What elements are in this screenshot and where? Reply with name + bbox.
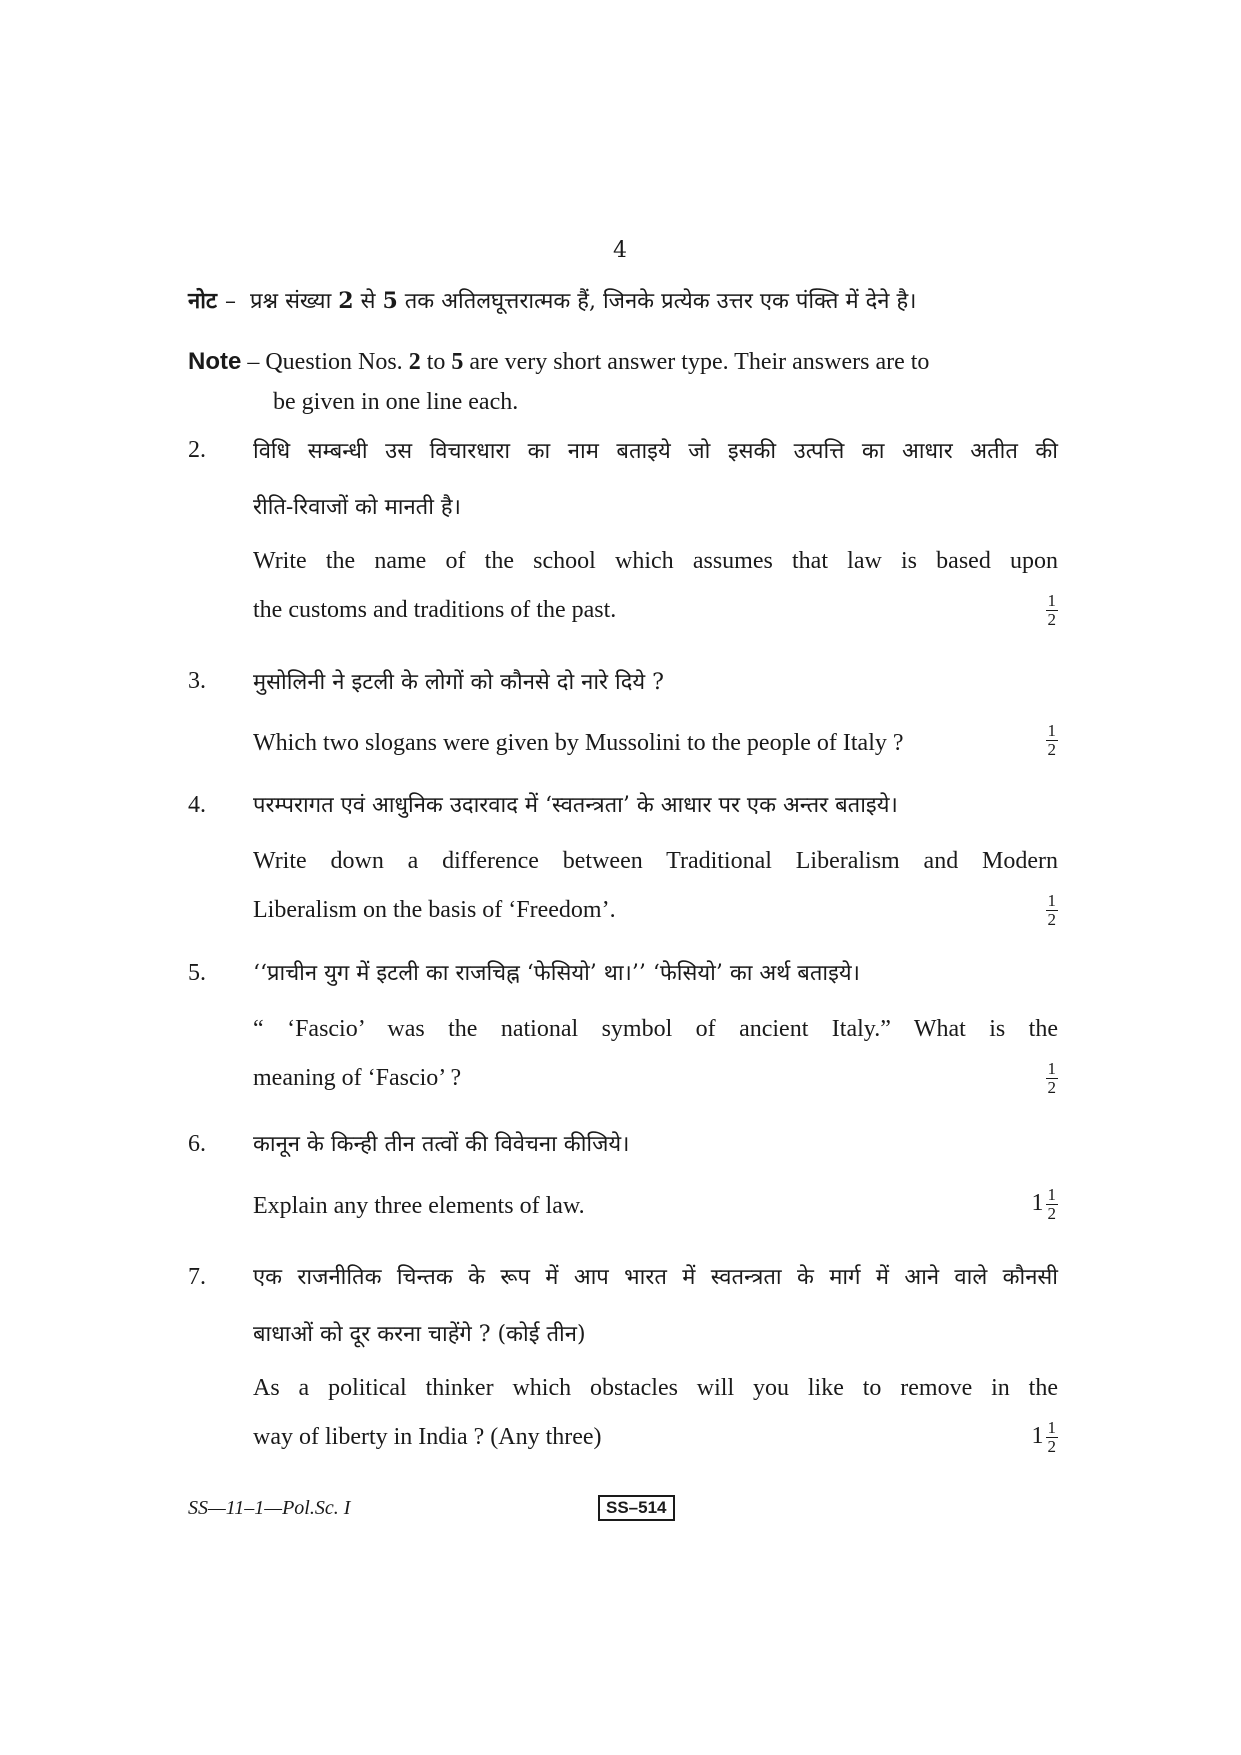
marks xyxy=(1010,592,1058,629)
question-number: 2. xyxy=(188,437,206,463)
marks-denominator: 2 xyxy=(1047,1078,1056,1097)
marks-fraction xyxy=(1046,892,1059,929)
marks-denominator: 2 xyxy=(1047,1204,1056,1223)
marks xyxy=(1010,1419,1058,1456)
question-english-line: Explain any three elements of law. xyxy=(253,1193,585,1219)
question-english-line: “ ‘Fascio’ was the national symbol of ancient Italy.” What is the xyxy=(253,1016,1058,1042)
question-hindi-line: बाधाओं को दूर करना चाहेंगे ? (कोई तीन) xyxy=(253,1322,586,1347)
marks-fraction xyxy=(1046,722,1059,759)
question-english-line: the customs and traditions of the past. xyxy=(253,597,617,623)
marks-numerator: 1 xyxy=(1047,891,1056,910)
question-english-line: Write down a difference between Traditional Liberalism and Modern xyxy=(253,848,1058,874)
note-hindi-mid: से xyxy=(360,289,376,314)
note-hindi-pre: प्रश्न संख्या xyxy=(250,289,332,314)
note-hindi-dash: – xyxy=(225,289,236,314)
marks xyxy=(1010,1060,1058,1097)
note-english xyxy=(188,342,1058,422)
question-hindi-line: विधि सम्बन्धी उस विचारधारा का नाम बताइये जो इसकी उत्पत्ति का आधार अतीत की xyxy=(253,439,1058,464)
marks xyxy=(1010,892,1058,929)
marks-whole: 1 xyxy=(1031,1423,1044,1450)
marks-numerator: 1 xyxy=(1047,591,1056,610)
question-number: 6. xyxy=(188,1131,206,1157)
marks-denominator: 2 xyxy=(1047,610,1056,629)
question-hindi-line: मुसोलिनी ने इटली के लोगों को कौनसे दो नारे दिये ? xyxy=(253,670,664,695)
question-english-line: way of liberty in India ? (Any three) xyxy=(253,1424,602,1450)
question-english-line: As a political thinker which obstacles will you like to remove in the xyxy=(253,1375,1058,1401)
question-number: 4. xyxy=(188,792,206,818)
note-hindi-n2: 5 xyxy=(382,288,398,314)
note-english-mid: to xyxy=(420,349,452,375)
note-hindi-n1: 2 xyxy=(338,288,354,314)
marks-fraction xyxy=(1046,1419,1059,1456)
marks-denominator: 2 xyxy=(1047,910,1056,929)
note-hindi-post: तक अतिलघूत्तरात्मक हैं, जिनके प्रत्येक उत्तर एक पंक्ति में देने है। xyxy=(404,289,917,314)
marks-fraction xyxy=(1046,592,1059,629)
question-english-line: Which two slogans were given by Mussolini to the people of Italy ? xyxy=(253,730,904,756)
note-english-n1: 2 xyxy=(408,349,421,375)
marks xyxy=(1010,722,1058,759)
question-english-line: meaning of ‘Fascio’ ? xyxy=(253,1065,462,1091)
question-hindi-line: एक राजनीतिक चिन्तक के रूप में आप भारत में स्वतन्त्रता के मार्ग में आने वाले कौनसी xyxy=(253,1265,1058,1290)
question-hindi-line: परम्परागत एवं आधुनिक उदारवाद में ‘स्वतन्त्रता’ के आधार पर एक अन्तर बताइये। xyxy=(253,793,898,818)
marks-numerator: 1 xyxy=(1047,1418,1056,1437)
marks-whole: 1 xyxy=(1031,1190,1044,1217)
note-english-line2: be given in one line each. xyxy=(273,389,519,415)
question-number: 7. xyxy=(188,1264,206,1290)
note-hindi xyxy=(188,285,917,315)
question-english-line: Write the name of the school which assumes that law is based upon xyxy=(253,548,1058,574)
question-hindi-line: कानून के किन्ही तीन तत्वों की विवेचना कीजिये। xyxy=(253,1132,630,1157)
footer-series-code: SS–514 xyxy=(598,1495,675,1521)
note-english-n2: 5 xyxy=(451,349,464,375)
question-hindi-line: रीति-रिवाजों को मानती है। xyxy=(253,495,461,520)
question-hindi-line: ‘‘प्राचीन युग में इटली का राजचिह्न ‘फेसियो’ था।’’ ‘फेसियो’ का अर्थ बताइये। xyxy=(253,961,860,986)
note-english-label: Note xyxy=(188,348,242,375)
marks-numerator: 1 xyxy=(1047,1185,1056,1204)
marks-fraction xyxy=(1046,1186,1059,1223)
marks-numerator: 1 xyxy=(1047,721,1056,740)
marks-numerator: 1 xyxy=(1047,1059,1056,1078)
marks-denominator: 2 xyxy=(1047,1437,1056,1456)
marks-denominator: 2 xyxy=(1047,740,1056,759)
footer-paper-code: SS—11–1—Pol.Sc. I xyxy=(188,1497,351,1519)
note-hindi-label: नोट xyxy=(188,288,217,314)
marks xyxy=(1010,1186,1058,1223)
marks-fraction xyxy=(1046,1060,1059,1097)
page-number: 4 xyxy=(613,238,627,263)
note-english-pre: – Question Nos. xyxy=(241,349,409,375)
question-number: 3. xyxy=(188,668,206,694)
question-number: 5. xyxy=(188,960,206,986)
question-english-line: Liberalism on the basis of ‘Freedom’. xyxy=(253,897,616,923)
note-english-post: are very short answer type. Their answers are to xyxy=(463,349,930,375)
